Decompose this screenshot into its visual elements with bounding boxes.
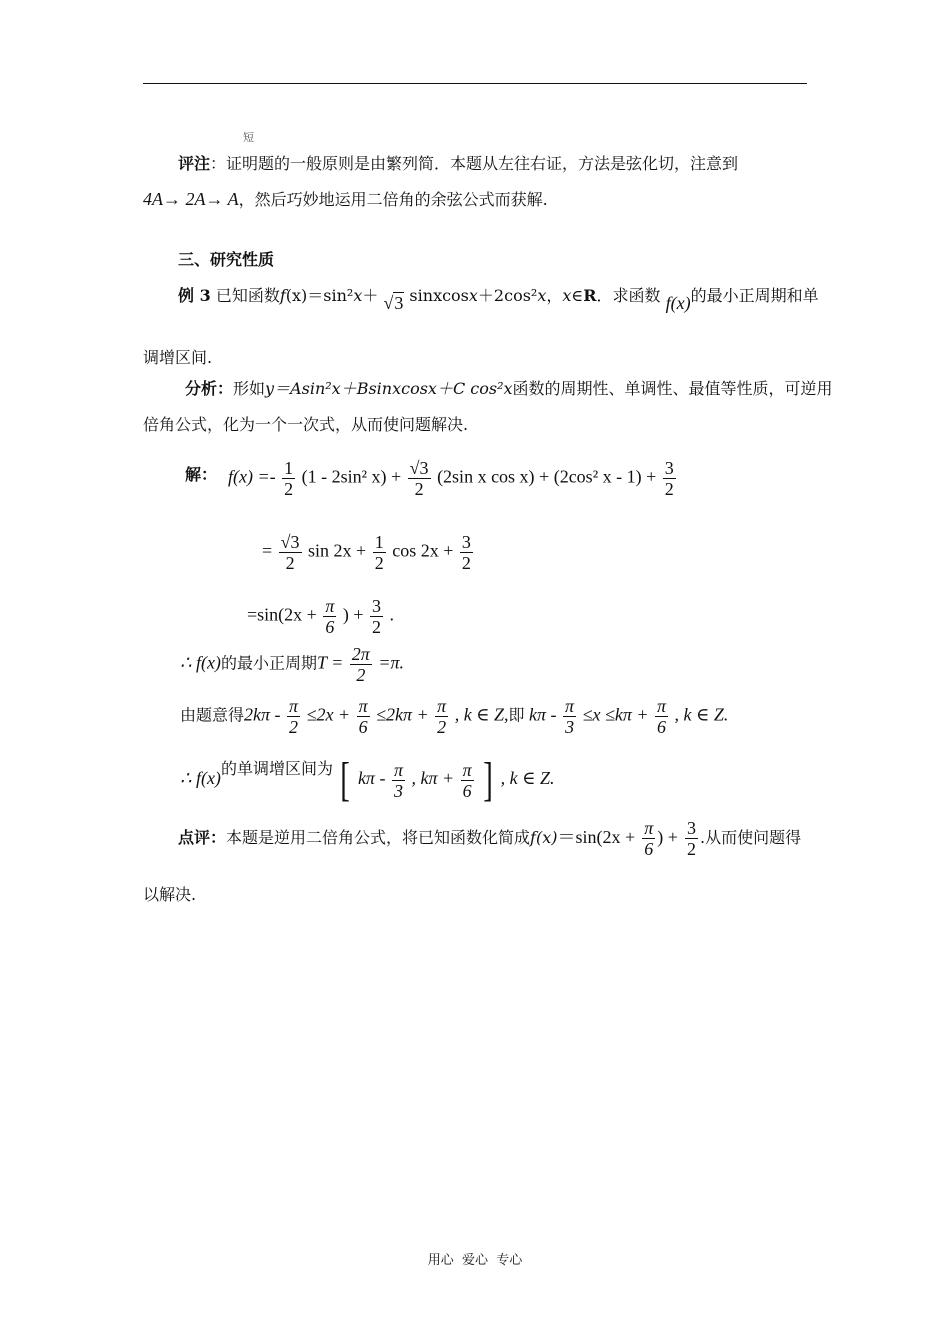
example-plus1: ＋ (362, 286, 379, 305)
comment-eq: ＝sin(2x + (557, 827, 636, 847)
watermark-glyph: 短 (243, 131, 254, 144)
sol3-a: =sin(2x + (247, 604, 317, 625)
frac-sqrt3-2: $\frac{√3}{2}$ (409, 458, 429, 499)
sol5-g: kπ - (529, 704, 557, 725)
sol2-a: = (262, 540, 273, 561)
frac-3-2: $\frac{3}{2}$ (664, 458, 674, 499)
solution-line3 (247, 596, 394, 637)
sol5-c: ≤2x + (306, 704, 351, 725)
sol6-c: kπ - (357, 768, 386, 789)
comment-text2: .从而使问题得 (700, 828, 802, 847)
frac-pi-6: $\frac{\pi}{6}$ (656, 696, 667, 737)
frac-pi-6: $\frac{\pi}{6}$ (462, 759, 472, 801)
analysis-text2: 函数的周期性、单调性、最值等性质，可逆用 (512, 379, 833, 398)
frac-pi-6: $\frac{\pi}{6}$ (644, 818, 654, 859)
sol5-b: 2kπ - (244, 704, 281, 725)
note-text1: 证明题的一般原则是由繁列简．本题从左往右证，方法是弦化切，注意到 (226, 154, 739, 173)
example-x2: x (468, 286, 478, 305)
sol6-e: , k ∈ Z. (500, 768, 555, 789)
example-fx-math: f(x) (665, 293, 691, 313)
sol6-d: , kπ + (411, 768, 455, 789)
sol1-b: (2sin x cos x) + (2cos² x - 1) + (437, 466, 657, 487)
frac-sqrt3-2: $\frac{√3}{2}$ (280, 532, 300, 573)
sol5-d: ≤2kπ + (376, 704, 429, 725)
analysis-label: 分析： (185, 379, 234, 398)
example-text2: ．求函数 (596, 286, 661, 305)
sol5-e: , k ∈ Z, (454, 704, 509, 725)
note-colon: ： (210, 154, 227, 173)
example-line2: 调增区间. (143, 348, 213, 367)
frac-pi-6: $\frac{\pi}{6}$ (325, 596, 335, 637)
comment-text1: 本题是逆用二倍角公式，将已知函数化简成 (226, 828, 531, 847)
sol1-start: f(x) =- (228, 466, 276, 487)
solution-label: 解： (185, 465, 218, 484)
analysis-line2: 倍角公式，化为一个一次式，从而使问题解决. (143, 415, 469, 434)
note-paragraph-line1 (178, 151, 738, 174)
example-text1: 已知函数 (215, 286, 280, 305)
sol5-f: 即 (508, 705, 525, 725)
frac-pi-6: $\frac{\pi}{6}$ (358, 696, 368, 737)
sol3-c: . (389, 604, 394, 625)
note-chain: 4A→ 2A→ A (143, 189, 239, 209)
example-fx: f (279, 286, 286, 305)
frac-3-2: $\frac{3}{2}$ (461, 532, 471, 573)
sol2-b: sin 2x + (308, 540, 367, 561)
example-comma: ， (546, 286, 563, 305)
frac-pi-3: $\frac{\pi}{3}$ (393, 759, 403, 801)
comment-label: 点评： (178, 828, 227, 847)
example-label: 例 3 (178, 286, 211, 305)
sol4-c: T = (316, 652, 344, 673)
comment-close: ) + (657, 827, 678, 847)
note-text2: ，然后巧妙地运用二倍角的余弦公式而获解. (238, 190, 548, 209)
example-in: ∈ (571, 286, 584, 305)
sol4-d: =π. (378, 652, 404, 673)
sol1-a: (1 - 2sin² x) + (301, 466, 402, 487)
example-eq1: (x)＝sin² (285, 286, 354, 305)
example-plus2: ＋2cos² (477, 286, 538, 305)
example-R: R (583, 286, 597, 305)
sol5-h: ≤x ≤kπ + (582, 704, 649, 725)
frac-2pi-2: $\frac{2\pi}{2}$ (351, 644, 370, 685)
note-paragraph-line2 (143, 187, 548, 210)
example-line1 (178, 283, 819, 313)
solution-line4 (180, 644, 404, 685)
comment-line2: 以解决. (143, 885, 197, 904)
frac-3-2: $\frac{3}{2}$ (372, 596, 381, 637)
sol5-a: 由题意得 (180, 705, 245, 725)
right-bracket: ] (483, 753, 493, 806)
note-label: 评注 (178, 154, 211, 173)
sol3-b: ) + (342, 604, 364, 625)
analysis-formula: y＝Asin²x＋Bsinxcosx＋C cos²x (265, 379, 513, 398)
sol5-i: , k ∈ Z. (674, 704, 729, 725)
page-footer: 用心 爱心 专心 (427, 1253, 523, 1268)
example-sqrt3: √3 (383, 293, 404, 313)
example-x4: x (562, 286, 572, 305)
solution-line6 (180, 753, 555, 806)
frac-1-2: $\frac{1}{2}$ (374, 532, 384, 573)
solution-line1 (228, 458, 678, 499)
example-mid: sinxcos (404, 286, 469, 305)
frac-pi-3: $\frac{\pi}{3}$ (565, 696, 575, 737)
solution-line2 (262, 532, 475, 573)
header-rule (143, 83, 807, 84)
left-bracket: [ (340, 753, 351, 806)
example-text3: 的最小正周期和单 (690, 286, 819, 305)
example-x3: x (537, 286, 547, 305)
example-x1: x (353, 286, 363, 305)
sol4-a: ∴ f(x) (180, 652, 221, 673)
sol6-a: ∴ f(x) (180, 768, 221, 789)
comment-fx: f(x) (530, 828, 558, 847)
analysis-text1: 形如 (233, 379, 266, 398)
sol2-c: cos 2x + (392, 540, 454, 561)
sol6-b: 的单调增区间为 (220, 759, 333, 779)
comment-line1 (178, 818, 801, 859)
solution-line5 (180, 696, 728, 737)
frac-3-2: $\frac{3}{2}$ (687, 818, 696, 859)
section-heading: 三、研究性质 (178, 250, 275, 269)
frac-pi-2: $\frac{\pi}{2}$ (437, 696, 447, 737)
frac-pi-2: $\frac{\pi}{2}$ (289, 696, 299, 737)
frac-1-2: $\frac{1}{2}$ (284, 458, 294, 499)
analysis-line1 (185, 376, 833, 399)
sol4-b: 的最小正周期 (220, 653, 317, 673)
